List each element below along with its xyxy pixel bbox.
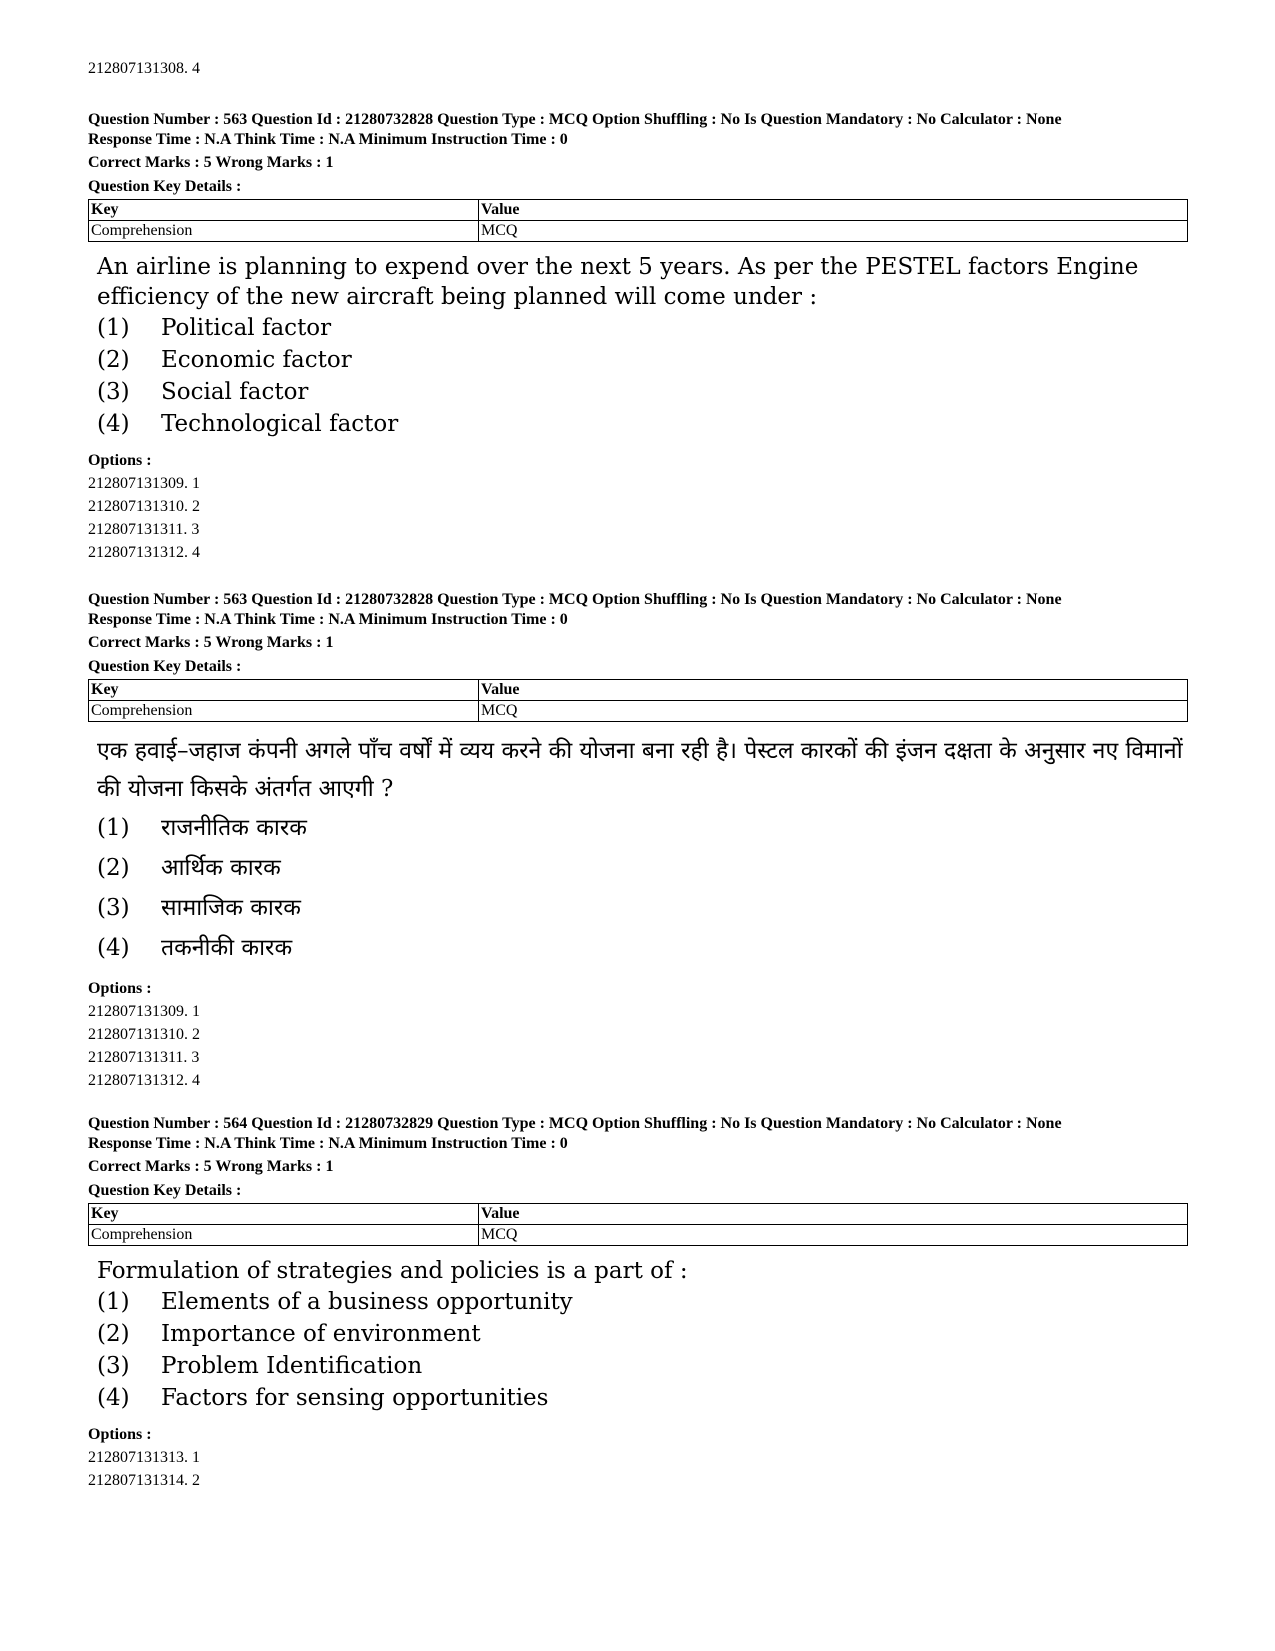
choice-text: राजनीतिक कारक <box>161 815 307 841</box>
choice-number: (2) <box>97 855 130 881</box>
choice-text: तकनीकी कारक <box>161 935 293 961</box>
choice-text: Political factor <box>161 315 332 341</box>
question-body <box>88 1256 1188 1414</box>
key-details-table <box>88 679 1188 722</box>
choice-1 <box>97 312 1188 344</box>
choice-4 <box>97 408 1188 440</box>
table-row <box>89 1204 1188 1225</box>
question-block-2 <box>88 590 1188 1092</box>
table-cell-value: MCQ <box>479 1225 1188 1246</box>
choice-number: (3) <box>97 1353 130 1379</box>
question-meta <box>88 110 1188 150</box>
choice-number: (4) <box>97 411 130 437</box>
table-cell-key: Comprehension <box>89 1225 479 1246</box>
table-row <box>89 701 1188 722</box>
key-details-table <box>88 199 1188 242</box>
choice-number: (1) <box>97 315 130 341</box>
choice-number: (2) <box>97 347 130 373</box>
options-label: Options : <box>88 452 152 469</box>
choice-1 <box>97 808 1188 848</box>
choice-text: सामाजिक कारक <box>161 895 301 921</box>
marks-line: Correct Marks : 5 Wrong Marks : 1 <box>88 154 334 171</box>
choice-number: (4) <box>97 935 130 961</box>
option-id-line: 212807131312. 4 <box>88 544 200 561</box>
choice-text: Social factor <box>161 379 309 405</box>
choice-text: आर्थिक कारक <box>161 855 281 881</box>
key-details-label: Question Key Details : <box>88 178 242 195</box>
question-meta <box>88 1114 1188 1154</box>
option-id-line: 212807131311. 3 <box>88 521 200 538</box>
option-id-line: 212807131314. 2 <box>88 1472 200 1489</box>
choice-text: Technological factor <box>161 411 399 437</box>
choice-number: (1) <box>97 815 130 841</box>
question-block-3 <box>88 1114 1188 1492</box>
question-text: एक हवाई–जहाज कंपनी अगले पाँच वर्षों में व्यय करने की योजना बना रही है। पेस्टल कारकों की इंजन दक्षता के अनुसार नए विमानों की योजना किसके अंतर्गत आएगी ? <box>97 738 1183 802</box>
options-label: Options : <box>88 980 152 997</box>
meta-line-1: Question Number : 563 Question Id : 21280732828 Question Type : MCQ Option Shuffling : No Is Question Mandatory : No Calculator : None <box>88 111 1062 128</box>
choice-3 <box>97 1350 1188 1382</box>
meta-line-2: Response Time : N.A Think Time : N.A Minimum Instruction Time : 0 <box>88 611 568 628</box>
question-text: Formulation of strategies and policies is a part of : <box>97 1258 688 1284</box>
choice-text: Problem Identification <box>161 1353 423 1379</box>
option-id-line: 212807131313. 1 <box>88 1449 200 1466</box>
choice-2 <box>97 1318 1188 1350</box>
choice-4 <box>97 1382 1188 1414</box>
meta-line-2: Response Time : N.A Think Time : N.A Minimum Instruction Time : 0 <box>88 1135 568 1152</box>
key-details-label: Question Key Details : <box>88 658 242 675</box>
table-cell-value: MCQ <box>479 701 1188 722</box>
choice-4 <box>97 928 1188 968</box>
table-row <box>89 221 1188 242</box>
option-id-line: 212807131311. 3 <box>88 1049 200 1066</box>
table-cell-key: Comprehension <box>89 221 479 242</box>
key-details-label: Question Key Details : <box>88 1182 242 1199</box>
previous-option-line: 212807131308. 4 <box>88 60 200 77</box>
choice-number: (3) <box>97 379 130 405</box>
choice-text: Importance of environment <box>161 1321 481 1347</box>
table-head-value: Value <box>479 1204 1188 1225</box>
meta-line-2: Response Time : N.A Think Time : N.A Minimum Instruction Time : 0 <box>88 131 568 148</box>
table-row <box>89 1225 1188 1246</box>
choice-number: (2) <box>97 1321 130 1347</box>
question-meta <box>88 590 1188 630</box>
marks-line: Correct Marks : 5 Wrong Marks : 1 <box>88 634 334 651</box>
table-row <box>89 200 1188 221</box>
question-text: An airline is planning to expend over the next 5 years. As per the PESTEL factors Engine efficiency of the new aircraft being planned will come under : <box>97 254 1139 310</box>
key-details-table <box>88 1203 1188 1246</box>
choice-3 <box>97 888 1188 928</box>
table-cell-key: Comprehension <box>89 701 479 722</box>
option-id-line: 212807131310. 2 <box>88 498 200 515</box>
meta-line-1: Question Number : 564 Question Id : 21280732829 Question Type : MCQ Option Shuffling : No Is Question Mandatory : No Calculator : None <box>88 1115 1062 1132</box>
table-head-key: Key <box>89 200 479 221</box>
table-head-value: Value <box>479 200 1188 221</box>
question-block-1 <box>88 110 1188 564</box>
option-id-line: 212807131309. 1 <box>88 1003 200 1020</box>
choice-text: Factors for sensing opportunities <box>161 1385 549 1411</box>
choice-number: (1) <box>97 1289 130 1315</box>
question-body <box>88 252 1188 440</box>
table-row <box>89 680 1188 701</box>
choice-number: (4) <box>97 1385 130 1411</box>
marks-line: Correct Marks : 5 Wrong Marks : 1 <box>88 1158 334 1175</box>
options-label: Options : <box>88 1426 152 1443</box>
option-id-line: 212807131309. 1 <box>88 475 200 492</box>
table-cell-value: MCQ <box>479 221 1188 242</box>
question-body <box>88 732 1188 968</box>
option-id-line: 212807131310. 2 <box>88 1026 200 1043</box>
choice-number: (3) <box>97 895 130 921</box>
choice-text: Elements of a business opportunity <box>161 1289 573 1315</box>
choice-2 <box>97 344 1188 376</box>
table-head-value: Value <box>479 680 1188 701</box>
table-head-key: Key <box>89 680 479 701</box>
meta-line-1: Question Number : 563 Question Id : 21280732828 Question Type : MCQ Option Shuffling : No Is Question Mandatory : No Calculator : None <box>88 591 1062 608</box>
option-id-line: 212807131312. 4 <box>88 1072 200 1089</box>
choice-2 <box>97 848 1188 888</box>
choice-3 <box>97 376 1188 408</box>
choice-text: Economic factor <box>161 347 352 373</box>
choice-1 <box>97 1286 1188 1318</box>
table-head-key: Key <box>89 1204 479 1225</box>
